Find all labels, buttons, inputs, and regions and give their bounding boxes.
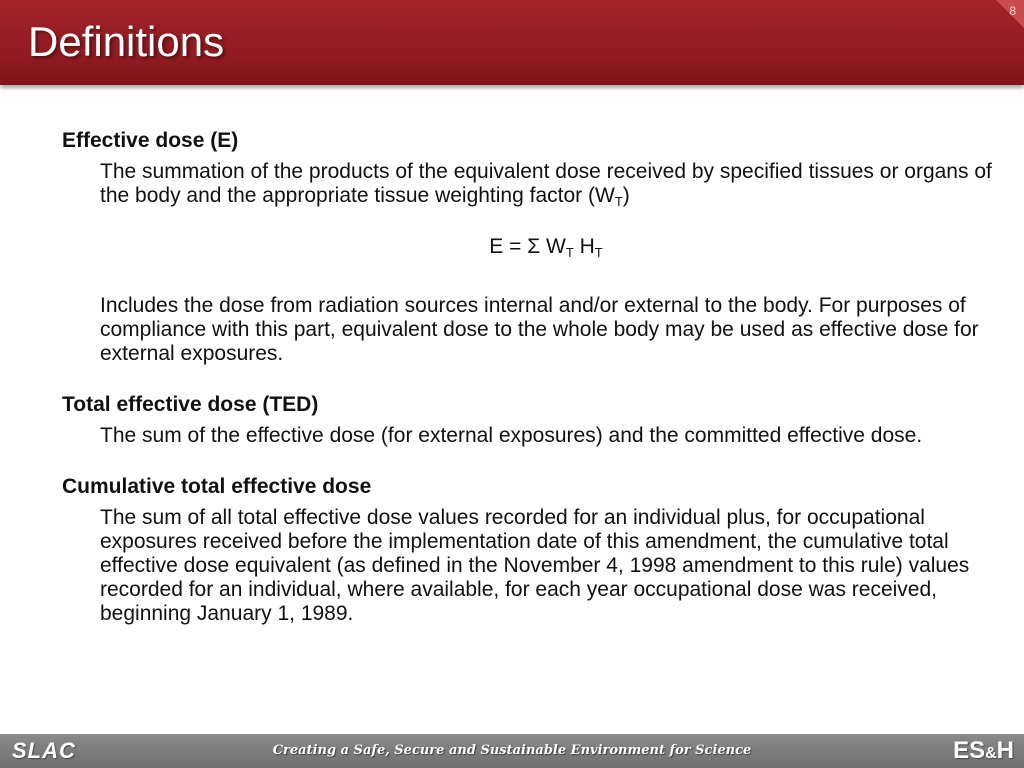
term-total-effective-dose: Total effective dose (TED) xyxy=(62,393,319,416)
slide-title: Definitions xyxy=(28,18,225,65)
esh-logo-amp: & xyxy=(985,745,997,762)
slide-footer xyxy=(0,734,1024,768)
subscript: T xyxy=(614,194,623,209)
definition-text: The summation of the products of the equivalent dose received by specified tissues or organs of the body and the appropriate tissue weighting factor (W xyxy=(100,160,992,207)
definition-effective-dose xyxy=(100,160,992,208)
esh-logo-h: H xyxy=(996,737,1014,764)
definition-cumulative-total-effective-dose: The sum of all total effective dose values recorded for an individual plus, for occupational exposures received before the implementation date of this amendment, the cumulative total effective dose equivalent (as defined in the November 4, 1998 amendment to this rule) values recorded for an individual, where available, for each year occupational dose was received, beginning January 1, 1989. xyxy=(100,506,970,625)
formula-subscript-w: T xyxy=(565,245,574,260)
effective-dose-formula xyxy=(100,234,992,260)
slide-content xyxy=(62,128,992,626)
definition-total-effective-dose: The sum of the effective dose (for external exposures) and the committed effective dose. xyxy=(100,424,923,447)
term-cumulative-total-effective-dose: Cumulative total effective dose xyxy=(62,475,372,498)
definition-effective-dose-extra: Includes the dose from radiation sources internal and/or external to the body. For purposes of compliance with this part, equivalent dose to the whole body may be used as effective dose for external exposures. xyxy=(100,294,979,365)
slide-header xyxy=(0,0,1024,85)
esh-logo-es: ES xyxy=(953,737,986,764)
footer-tagline: Creating a Safe, Secure and Sustainable Environment for Science xyxy=(272,743,752,758)
slac-logo: SLAC xyxy=(12,738,76,763)
formula-h: H xyxy=(573,235,595,258)
formula-lhs: E = Σ W xyxy=(489,235,566,258)
slide-number: 8 xyxy=(1009,4,1016,18)
term-effective-dose: Effective dose (E) xyxy=(62,129,239,152)
formula-subscript-h: T xyxy=(594,245,603,260)
definition-text-end: ) xyxy=(622,184,630,207)
esh-logo xyxy=(953,737,1014,765)
